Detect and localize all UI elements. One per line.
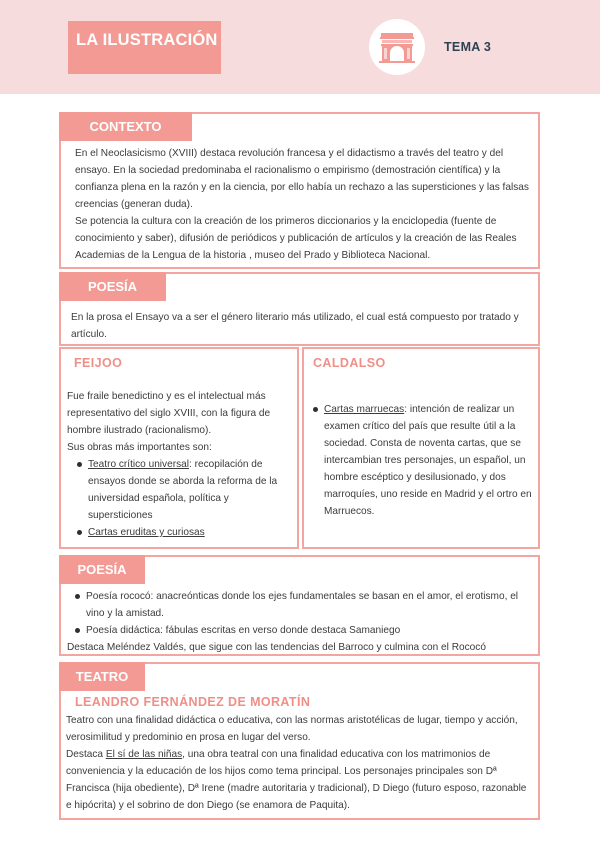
work-title: Cartas eruditas y curiosas: [88, 527, 205, 538]
author-name: LEANDRO FERNÁNDEZ DE MORATÍN: [75, 695, 311, 709]
theater-paragraph: [66, 746, 534, 814]
work-description: : recopilación de ensayos donde se aborda la reforma de la universidad española, política y supersticiones: [88, 459, 278, 521]
prose-text: En la prosa el Ensayo va a ser el género literario más utilizado, el cual está compuesto por tratado y artículo.: [71, 312, 519, 340]
work-description: : intención de realizar un examen crítico del país que resulte útil a la sociedad. Consta de noventa cartas, que se intercambian tres personajes, un español, un hombre escéptico y desilusionado, y dos marroquíes, uno reside en Madrid y el ortro en Marruecos.: [324, 404, 532, 517]
context-label: CONTEXTO: [59, 112, 192, 141]
list-item: Poesía didáctica: fábulas escritas en verso donde destaca Samaniego: [73, 622, 535, 639]
page-title: LA ILUSTRACIÓN: [76, 31, 218, 49]
feijoo-title: FEIJOO: [74, 356, 123, 370]
list-item: [311, 401, 538, 520]
topic-number: TEMA 3: [444, 40, 492, 54]
feijoo-text: [67, 388, 294, 541]
poetry-line: Destaca Meléndez Valdés, que sigue con las tendencias del Barroco y culmina con el Rococó: [67, 642, 486, 653]
context-text: [75, 145, 531, 264]
context-paragraph: En el Neoclasicismo (XVIII) destaca revolución francesa y el didactismo a través del teatro y del ensayo. En la sociedad predominaba el racionalismo o empirismo (demostración científica) y la confianza plena en la razón y en la ciencia, por ello había un rechazo a las supersticiones y las falsas creencias (generan duda).: [75, 148, 529, 210]
feijoo-intro: Fue fraile benedictino y es el intelectual más representativo del siglo XVIII, con la figura de hombre ilustrado (racionalismo).: [67, 391, 271, 436]
feijoo-works-intro: Sus obras más importantes son:: [67, 442, 212, 453]
text-fragment: Destaca: [66, 749, 106, 760]
list-item: Poesía rococó: anacreónticas donde los ejes fundamentales se basan en el amor, el erotismo, el vino y la amistad.: [73, 588, 535, 622]
list-item: [75, 524, 294, 541]
cadalso-text: [311, 401, 538, 520]
title-banner: [68, 21, 221, 74]
work-title: Cartas marruecas: [324, 404, 405, 415]
poetry-label: POESÍA: [59, 555, 145, 584]
work-title: El sí de las niñas: [105, 749, 183, 760]
theater-text: [66, 712, 534, 814]
page-header: [0, 0, 600, 94]
theater-paragraph: Teatro con una finalidad didáctica o educativa, con las normas aristotélicas de lugar, tiempo y acción, verosimilitud y predominio en prosa en lugar del verso.: [66, 715, 518, 743]
list-item: [75, 456, 294, 524]
arc-de-triomphe-icon: [369, 19, 425, 75]
text-fragment: , una obra teatral con una finalidad educativa con los matrimonios de conveniencia y la educación de los hijos como tema principal. Los personajes principales son Dª Francisca (hija obediente), Dª Irene (madre autoritaria y tradicional), D Diego (futuro esposo, razonable e hipócrita) y el sobrino de don Diego (se enamora de Paquita).: [66, 749, 527, 811]
poetry-text: [67, 588, 535, 656]
work-title: Teatro crítico universal: [88, 459, 189, 470]
theater-label: TEATRO: [59, 662, 145, 691]
prose-label: POESÍA: [59, 272, 166, 301]
context-paragraph: Se potencia la cultura con la creación de los primeros diccionarios y la enciclopedia (fuente de conocimiento y saber), difusión de periódicos y publicación de artículos y la creación de las Reales Academias de la Lengua de la historia , museo del Prado y Biblioteca Nacional.: [75, 216, 517, 261]
cadalso-title: CALDALSO: [313, 356, 386, 370]
